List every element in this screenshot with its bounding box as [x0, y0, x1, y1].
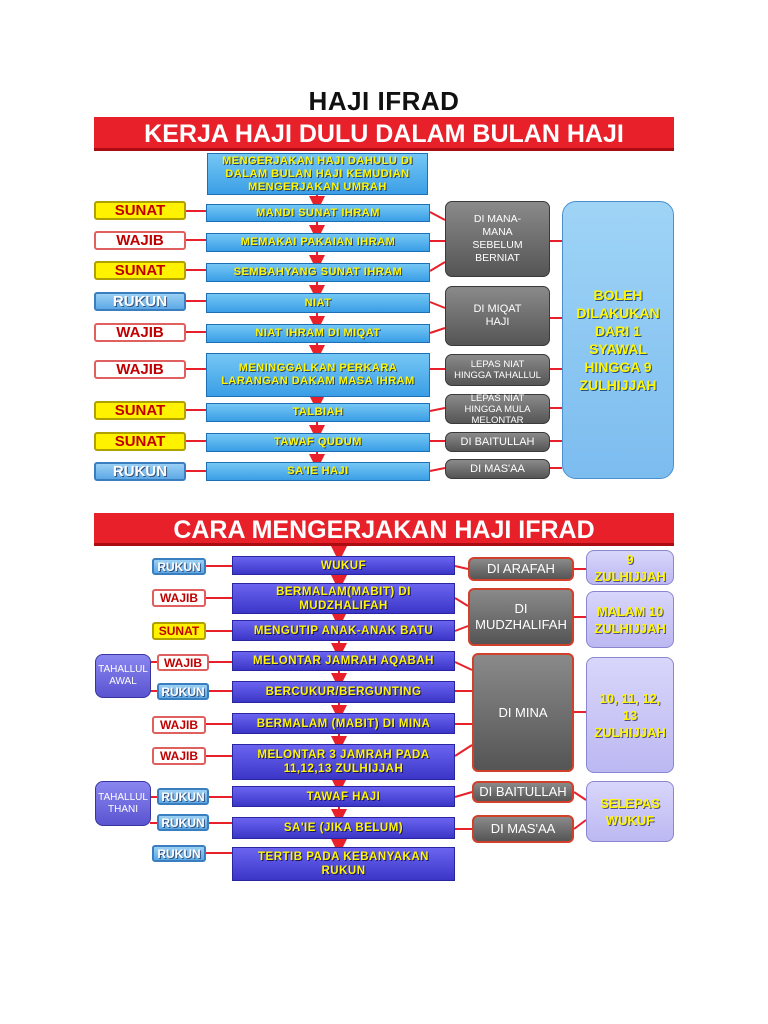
step-memakai-pakaian-ihram: MEMAKAI PAKAIAN IHRAM	[206, 233, 430, 252]
step-sembahyang-sunat-ihram: SEMBAHYANG SUNAT IHRAM	[206, 263, 430, 282]
time-malam-10-zulhijjah: MALAM 10 ZULHIJJAH	[586, 591, 674, 648]
section1-banner: KERJA HAJI DULU DALAM BULAN HAJI	[94, 117, 674, 151]
location-di-mana-mana: DI MANA-MANA SEBELUM BERNIAT	[445, 201, 550, 277]
step-saie: SA'IE (JIKA BELUM)	[232, 817, 455, 839]
tag-wajib: WAJIB	[152, 589, 206, 607]
step-saie-haji: SA'IE HAJI	[206, 462, 430, 481]
location-di-baitullah: DI BAITULLAH	[472, 781, 574, 803]
step-mandi-sunat-ihram: MANDI SUNAT IHRAM	[206, 204, 430, 222]
tag-rukun: RUKUN	[157, 788, 209, 805]
tag-rukun: RUKUN	[152, 845, 206, 862]
tag-sunat: SUNAT	[94, 261, 186, 280]
time-selepas-wukuf: SELEPAS WUKUF	[586, 781, 674, 842]
location-di-arafah: DI ARAFAH	[468, 557, 574, 581]
step-talbiah: TALBIAH	[206, 403, 430, 422]
step-bermalam-mina: BERMALAM (MABIT) DI MINA	[232, 713, 455, 734]
section1-intro: MENGERJAKAN HAJI DAHULU DI DALAM BULAN HAJI KEMUDIAN MENGERJAKAN UMRAH	[207, 153, 428, 195]
page-title: HAJI IFRAD	[308, 86, 460, 116]
tahallul-awal-label: TAHALLUL AWAL	[95, 654, 151, 698]
time-10-13-zulhijjah: 10, 11, 12, 13 ZULHIJJAH	[586, 657, 674, 773]
step-tawaf-haji: TAWAF HAJI	[232, 786, 455, 807]
location-lepas-niat-tahallul: LEPAS NIAT HINGGA TAHALLUL	[445, 354, 550, 386]
tag-rukun: RUKUN	[94, 292, 186, 311]
tag-sunat: SUNAT	[94, 201, 186, 220]
location-lepas-niat-melontar: LEPAS NIAT HINGGA MULA MELONTAR	[445, 394, 550, 424]
tag-wajib: WAJIB	[94, 323, 186, 342]
step-tawaf-qudum: TAWAF QUDUM	[206, 433, 430, 452]
location-di-baitullah: DI BAITULLAH	[445, 432, 550, 452]
step-tertib: TERTIB PADA KEBANYAKAN RUKUN	[232, 847, 455, 881]
step-bercukur: BERCUKUR/BERGUNTING	[232, 681, 455, 703]
step-niat-ihram-di-miqat: NIAT IHRAM DI MIQAT	[206, 324, 430, 343]
time-period-box: BOLEH DILAKUKAN DARI 1 SYAWAL HINGGA 9 ZULHIJJAH	[562, 201, 674, 479]
tag-rukun: RUKUN	[94, 462, 186, 481]
location-di-masaa: DI MAS'AA	[472, 815, 574, 843]
step-meninggalkan-larangan: MENINGGALKAN PERKARA LARANGAN DAKAM MASA IHRAM	[206, 353, 430, 397]
step-wukuf: WUKUF	[232, 556, 455, 575]
step-melontar-jamrah-aqabah: MELONTAR JAMRAH AQABAH	[232, 651, 455, 671]
step-melontar-3-jamrah: MELONTAR 3 JAMRAH PADA 11,12,13 ZULHIJJAH	[232, 744, 455, 780]
tag-wajib: WAJIB	[157, 654, 209, 671]
tahallul-thani-label: TAHALLUL THANI	[95, 781, 151, 826]
tag-sunat: SUNAT	[94, 432, 186, 451]
tag-wajib: WAJIB	[152, 716, 206, 734]
tag-rukun: RUKUN	[152, 558, 206, 575]
section2-banner: CARA MENGERJAKAN HAJI IFRAD	[94, 513, 674, 546]
tag-wajib: WAJIB	[152, 747, 206, 765]
location-di-masaa: DI MAS'AA	[445, 459, 550, 479]
tag-wajib: WAJIB	[94, 231, 186, 250]
tag-sunat: SUNAT	[152, 622, 206, 640]
step-bermalam-mudzhalifah: BERMALAM(MABIT) DI MUDZHALIFAH	[232, 583, 455, 614]
step-niat: NIAT	[206, 293, 430, 313]
time-9-zulhijjah: 9 ZULHIJJAH	[586, 550, 674, 585]
location-di-miqat-haji: DI MIQAT HAJI	[445, 286, 550, 346]
tag-sunat: SUNAT	[94, 401, 186, 420]
location-di-mina: DI MINA	[472, 653, 574, 772]
location-di-mudzhalifah: DI MUDZHALIFAH	[468, 588, 574, 646]
tag-rukun: RUKUN	[157, 814, 209, 831]
tag-wajib: WAJIB	[94, 360, 186, 379]
step-mengutip-batu: MENGUTIP ANAK-ANAK BATU	[232, 620, 455, 641]
tag-rukun: RUKUN	[157, 683, 209, 700]
